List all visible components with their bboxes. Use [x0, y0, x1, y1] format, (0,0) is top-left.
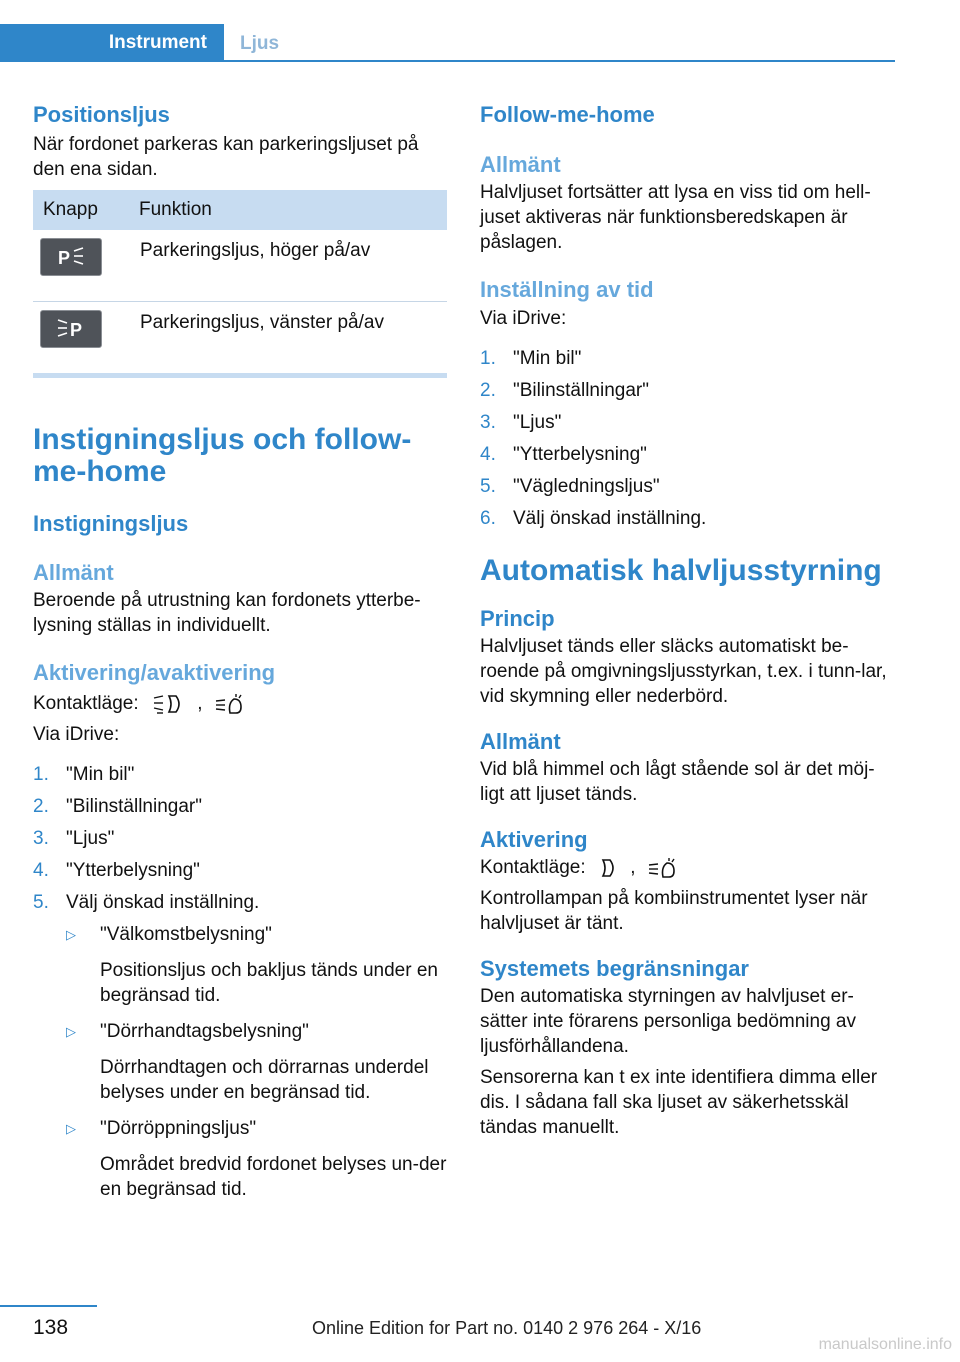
triangle-bullet-icon: ▷: [66, 1121, 76, 1136]
watermark-text: manualsonline.info: [818, 1336, 952, 1353]
via-idrive-right: Via iDrive:: [480, 308, 567, 329]
list-item: ▷ "Välkomstbelysning" Positionsljus och bakljus tänds under en begränsad tid.: [66, 924, 438, 1006]
aktivering-heading: Aktivering: [480, 827, 588, 852]
list-item: ▷ "Dörrhandtagsbelysning" Dörrhandtagen och dörrarnas underdel belyses under en begränsad tid.: [66, 1021, 429, 1103]
allmant-heading-right-2: Allmänt: [480, 729, 561, 754]
list-item: 3. "Ljus": [480, 412, 562, 433]
table-bottom-rule: [33, 373, 447, 378]
steps-list-right: [480, 346, 894, 531]
begransningar-text-2: Sensorerna kan t ex inte identifiera dimma eller dis. I sådana fall ska ljuset av säkerhetsskäl tändas manuellt.: [480, 1067, 878, 1138]
triangle-bullet-icon: ▷: [66, 927, 76, 942]
header-divider: [0, 60, 895, 62]
allmant-heading-right: Allmänt: [480, 152, 561, 177]
svg-text:P: P: [70, 320, 83, 339]
list-item: 2. "Bilinställningar": [33, 796, 202, 817]
aktivering-avaktivering-heading: Aktivering/avaktivering: [33, 660, 276, 685]
follow-me-home-heading: Follow-me-home: [480, 102, 655, 127]
parking-light-right-button[interactable]: [40, 238, 102, 276]
positionsljus-heading: Positionsljus: [33, 102, 170, 127]
princip-heading: Princip: [480, 606, 555, 631]
princip-text: Halvljuset tänds eller släcks automatiskt be-roende på omgivningsljusstyrkan, t.ex. i tunn-lar, vid skymning eller nederbörd.: [480, 636, 887, 707]
positionsljus-text: När fordonet parkeras kan parkeringsljuset på den ena sidan.: [33, 134, 419, 180]
allmant-text-right: Halvljuset fortsätter att lysa en viss tid om hell-juset aktiveras när funktionsberedskapen är påslagen.: [480, 182, 871, 253]
parking-light-left-button[interactable]: [40, 310, 102, 348]
online-edition-text: Online Edition for Part no. 0140 2 976 264 - X/16: [312, 1318, 702, 1338]
kontaktlage-line-left: [33, 691, 447, 716]
kontrollampa-text: Kontrollampan på kombiinstrumentet lyser när halvljuset är tänt.: [480, 888, 868, 934]
svg-text:P: P: [58, 248, 71, 267]
ignition-on-icon: [647, 857, 681, 879]
list-item: 1. "Min bil": [33, 764, 135, 785]
page-number: 138: [33, 1316, 69, 1339]
table-row: [33, 230, 447, 302]
kontaktlage-comma: ,: [630, 857, 636, 878]
list-item: 5. Välj önskad inställning.: [33, 892, 260, 913]
automatisk-halvljus-heading: Automatisk halvljusstyrning: [480, 554, 882, 587]
options-list: [33, 922, 447, 1202]
kontaktlage-label: Kontaktläge:: [33, 693, 139, 714]
list-item: 4. "Ytterbelysning": [33, 860, 200, 881]
instigningsljus-main-heading: Instigningsljus och follow-me-home: [33, 423, 412, 488]
kontaktlage-line-right: [480, 855, 894, 880]
triangle-bullet-icon: ▷: [66, 1024, 76, 1039]
tab-ljus[interactable]: Ljus: [240, 33, 280, 54]
table-cell-function: Parkeringsljus, höger på/av: [139, 230, 447, 302]
key-function-table: [33, 190, 447, 373]
begransningar-text-1: Den automatiska styrningen av halvljuset er-sätter inte förarens personliga bedömning av ljusförhållandena.: [480, 986, 857, 1057]
allmant-heading-left: Allmänt: [33, 560, 114, 585]
list-item: 2. "Bilinställningar": [480, 380, 649, 401]
list-item: 5. "Vägledningsljus": [480, 476, 660, 497]
steps-list-left: [33, 762, 447, 915]
ignition-radio-ready-icon: [599, 857, 619, 879]
parking-light-left-icon: [57, 319, 85, 339]
allmant-text-left: Beroende på utrustning kan fordonets ytterbe-lysning ställas in individuellt.: [33, 590, 421, 636]
installning-av-tid-heading: Inställning av tid: [480, 277, 654, 302]
via-idrive-left: Via iDrive:: [33, 724, 120, 745]
instigningsljus-subheading: Instigningsljus: [33, 511, 189, 536]
header-tabbar: [0, 24, 895, 62]
list-item: 4. "Ytterbelysning": [480, 444, 647, 465]
list-item: ▷ "Dörröppningsljus" Området bredvid fordonet belyses un-der en begränsad tid.: [66, 1118, 447, 1200]
table-cell-function: Parkeringsljus, vänster på/av: [140, 312, 384, 333]
left-column: [33, 100, 447, 1202]
list-item: 1. "Min bil": [480, 348, 582, 369]
allmant-text-right-2: Vid blå himmel och lågt stående sol är det möj-ligt att ljuset tänds.: [480, 759, 875, 805]
ignition-on-icon: [214, 693, 248, 715]
kontaktlage-label: Kontaktläge:: [480, 857, 586, 878]
parking-light-right-icon: [57, 247, 85, 267]
kontaktlage-comma: ,: [197, 693, 203, 714]
table-header-knapp: Knapp: [33, 190, 139, 230]
right-column: [480, 100, 894, 1140]
list-item: 3. "Ljus": [33, 828, 115, 849]
table-row: [33, 302, 447, 374]
tab-instrument[interactable]: Instrument: [0, 24, 224, 62]
systemets-begransningar-heading: Systemets begränsningar: [480, 956, 749, 981]
table-header-funktion: Funktion: [139, 190, 447, 230]
footer-rule: [0, 1305, 97, 1307]
ignition-radio-ready-icon: [152, 693, 186, 715]
list-item: 6. Välj önskad inställning.: [480, 508, 707, 529]
